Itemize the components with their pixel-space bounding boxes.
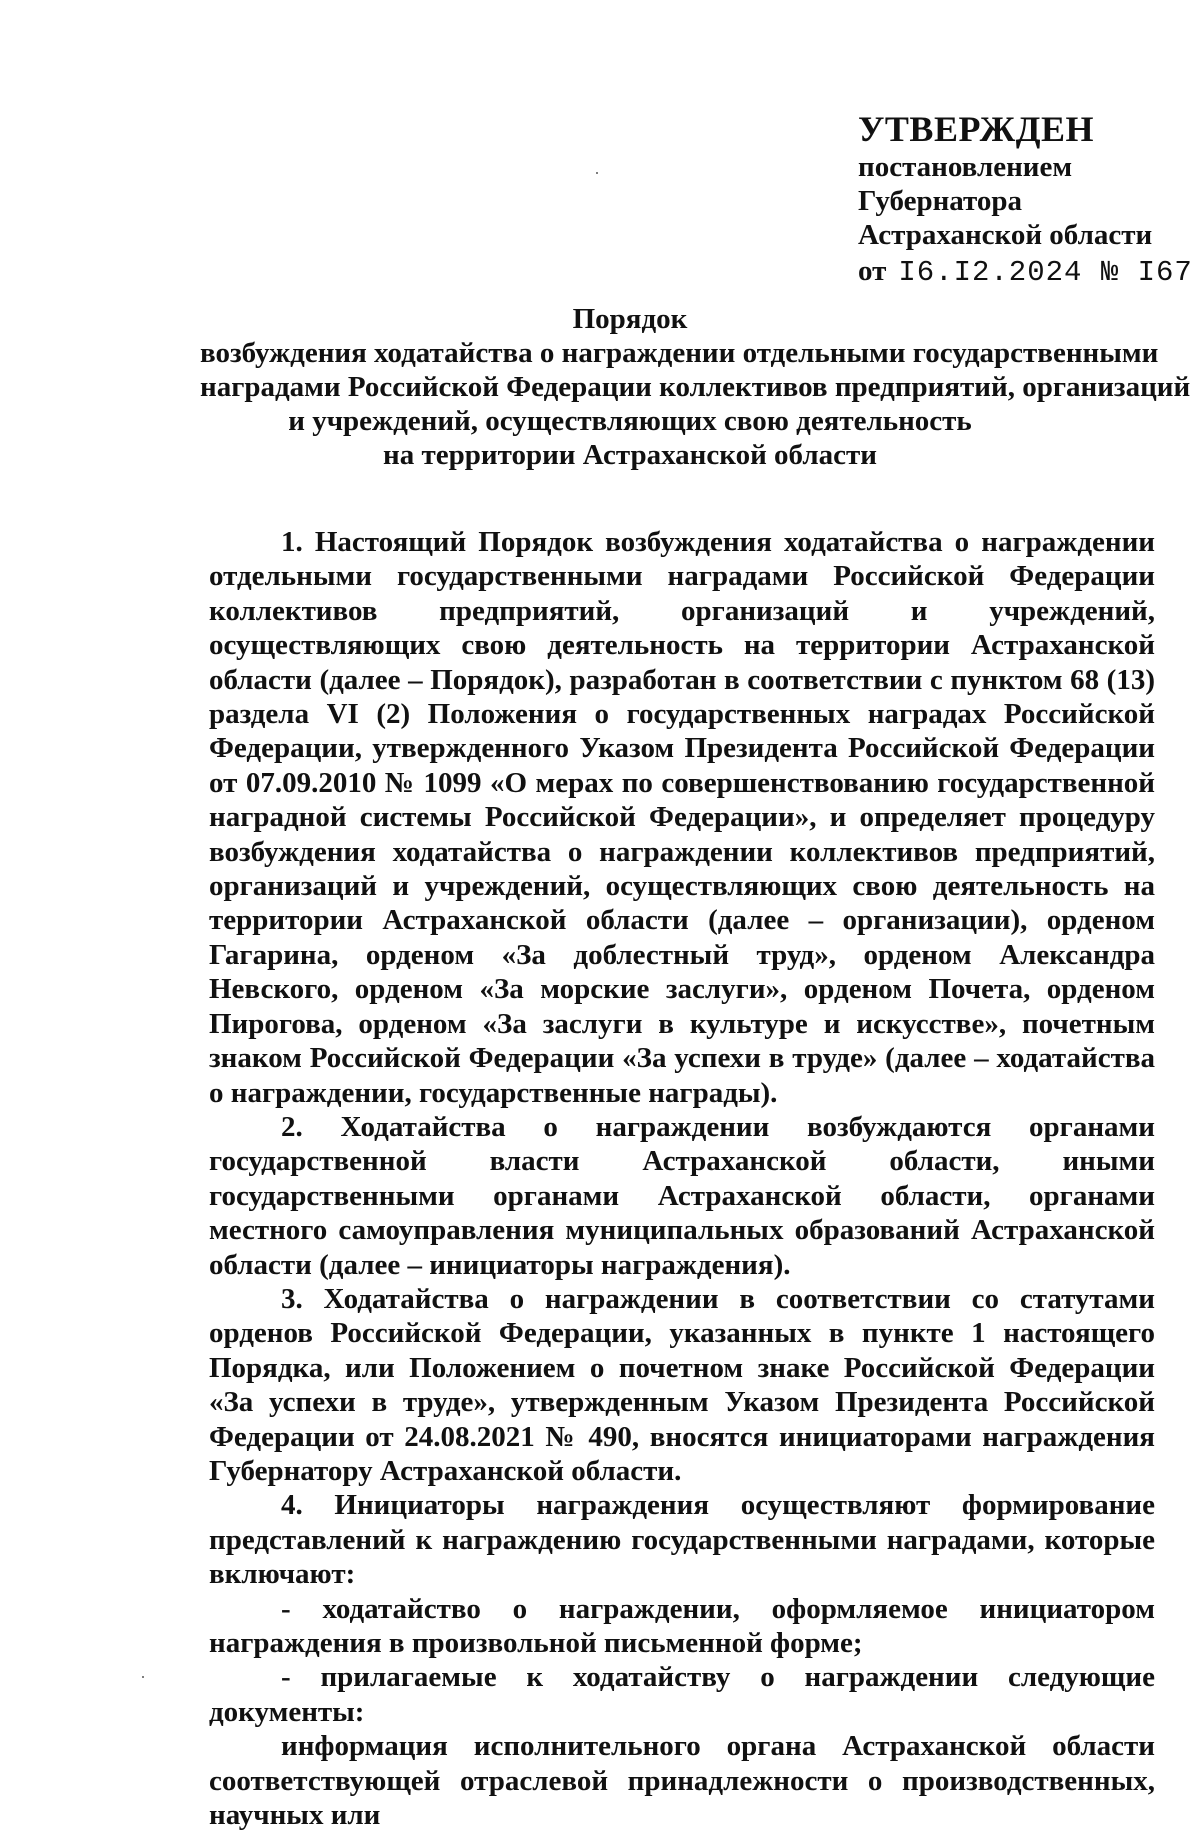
paragraph-4-item-information: информация исполнительного органа Астраханской области соответствующей отраслевой принадлежности о производственных, научных или [209, 1730, 1155, 1832]
title-line-5: на территории Астраханской области [383, 439, 877, 471]
title-line-3: наградами Российской Федерации коллективов предприятий, организаций [200, 371, 1191, 403]
approval-line-region: Астраханской области [858, 219, 1153, 251]
paragraph-2: 2. Ходатайства о награждении возбуждаются органами государственной власти Астраханской области, иными государственными органами Астраханской области, органами местного самоуправления муниципальных образований Астраханской области (далее – инициаторы награждения). [209, 1110, 1155, 1281]
paragraph-3: 3. Ходатайства о награждении в соответствии со статутами орденов Российской Федерации, указанных в пункте 1 настоящего Порядка, или Положением о почетном знаке Российской Федерации «За успехи в труде», утвержденным Указом Президента Российской Федерации от 24.08.2021 № 490, вносятся инициаторами награждения Губернатору Астраханской области. [209, 1282, 1155, 1487]
approval-from-prefix: от [858, 255, 887, 287]
document-title [200, 302, 1191, 472]
approval-stamp-block [858, 108, 1193, 290]
scan-speck [142, 1676, 144, 1678]
approval-date-number: I6.I2.2024 № I67 [898, 256, 1193, 289]
approval-line-resolution: постановлением [858, 151, 1073, 183]
paragraph-4-item-petition: - ходатайство о награждении, оформляемое инициатором награждения в произвольной письменной форме; [209, 1592, 1155, 1659]
document-body [209, 525, 1155, 1832]
title-line-2: возбуждения ходатайства о награждении отдельными государственными [200, 337, 1159, 369]
paragraph-4-item-attachments: - прилагаемые к ходатайству о награждении следующие документы: [209, 1661, 1155, 1728]
paragraph-1: 1. Настоящий Порядок возбуждения ходатайства о награждении отдельными государственными наградами Российской Федерации коллективов предприятий, организаций и учреждений, осуществляющих свою деятельность на территории Астраханской области (далее – Порядок), разработан в соответствии с пунктом 68 (13) раздела VI (2) Положения о государственных наградах Российской Федерации, утвержденного Указом Президента Российской Федерации от 07.09.2010 № 1099 «О мерах по совершенствованию государственной наградной системы Российской Федерации», и определяет процедуру возбуждения ходатайства о награждении коллективов предприятий, организаций и учреждений, осуществляющих свою деятельность на территории Астраханской области (далее – организации), орденом Гагарина, орденом «За доблестный труд», орденом Александра Невского, орденом «За морские заслуги», орденом Почета, орденом Пирогова, орденом «За заслуги в культуре и искусстве», почетным знаком Российской Федерации «За успехи в труде» (далее – ходатайства о награждении, государственные награды). [209, 526, 1155, 1109]
paragraph-4: 4. Инициаторы награждения осуществляют формирование представлений к награждению государственными наградами, которые включают: [209, 1489, 1155, 1591]
title-line-1: Порядок [572, 303, 688, 335]
scan-speck [596, 172, 598, 174]
approval-stamp-title: УТВЕРЖДЕН [858, 109, 1095, 149]
approval-line-governor: Губернатора [858, 185, 1023, 217]
title-line-4: и учреждений, осуществляющих свою деятельность [288, 405, 972, 437]
approval-date-line [858, 254, 1193, 290]
